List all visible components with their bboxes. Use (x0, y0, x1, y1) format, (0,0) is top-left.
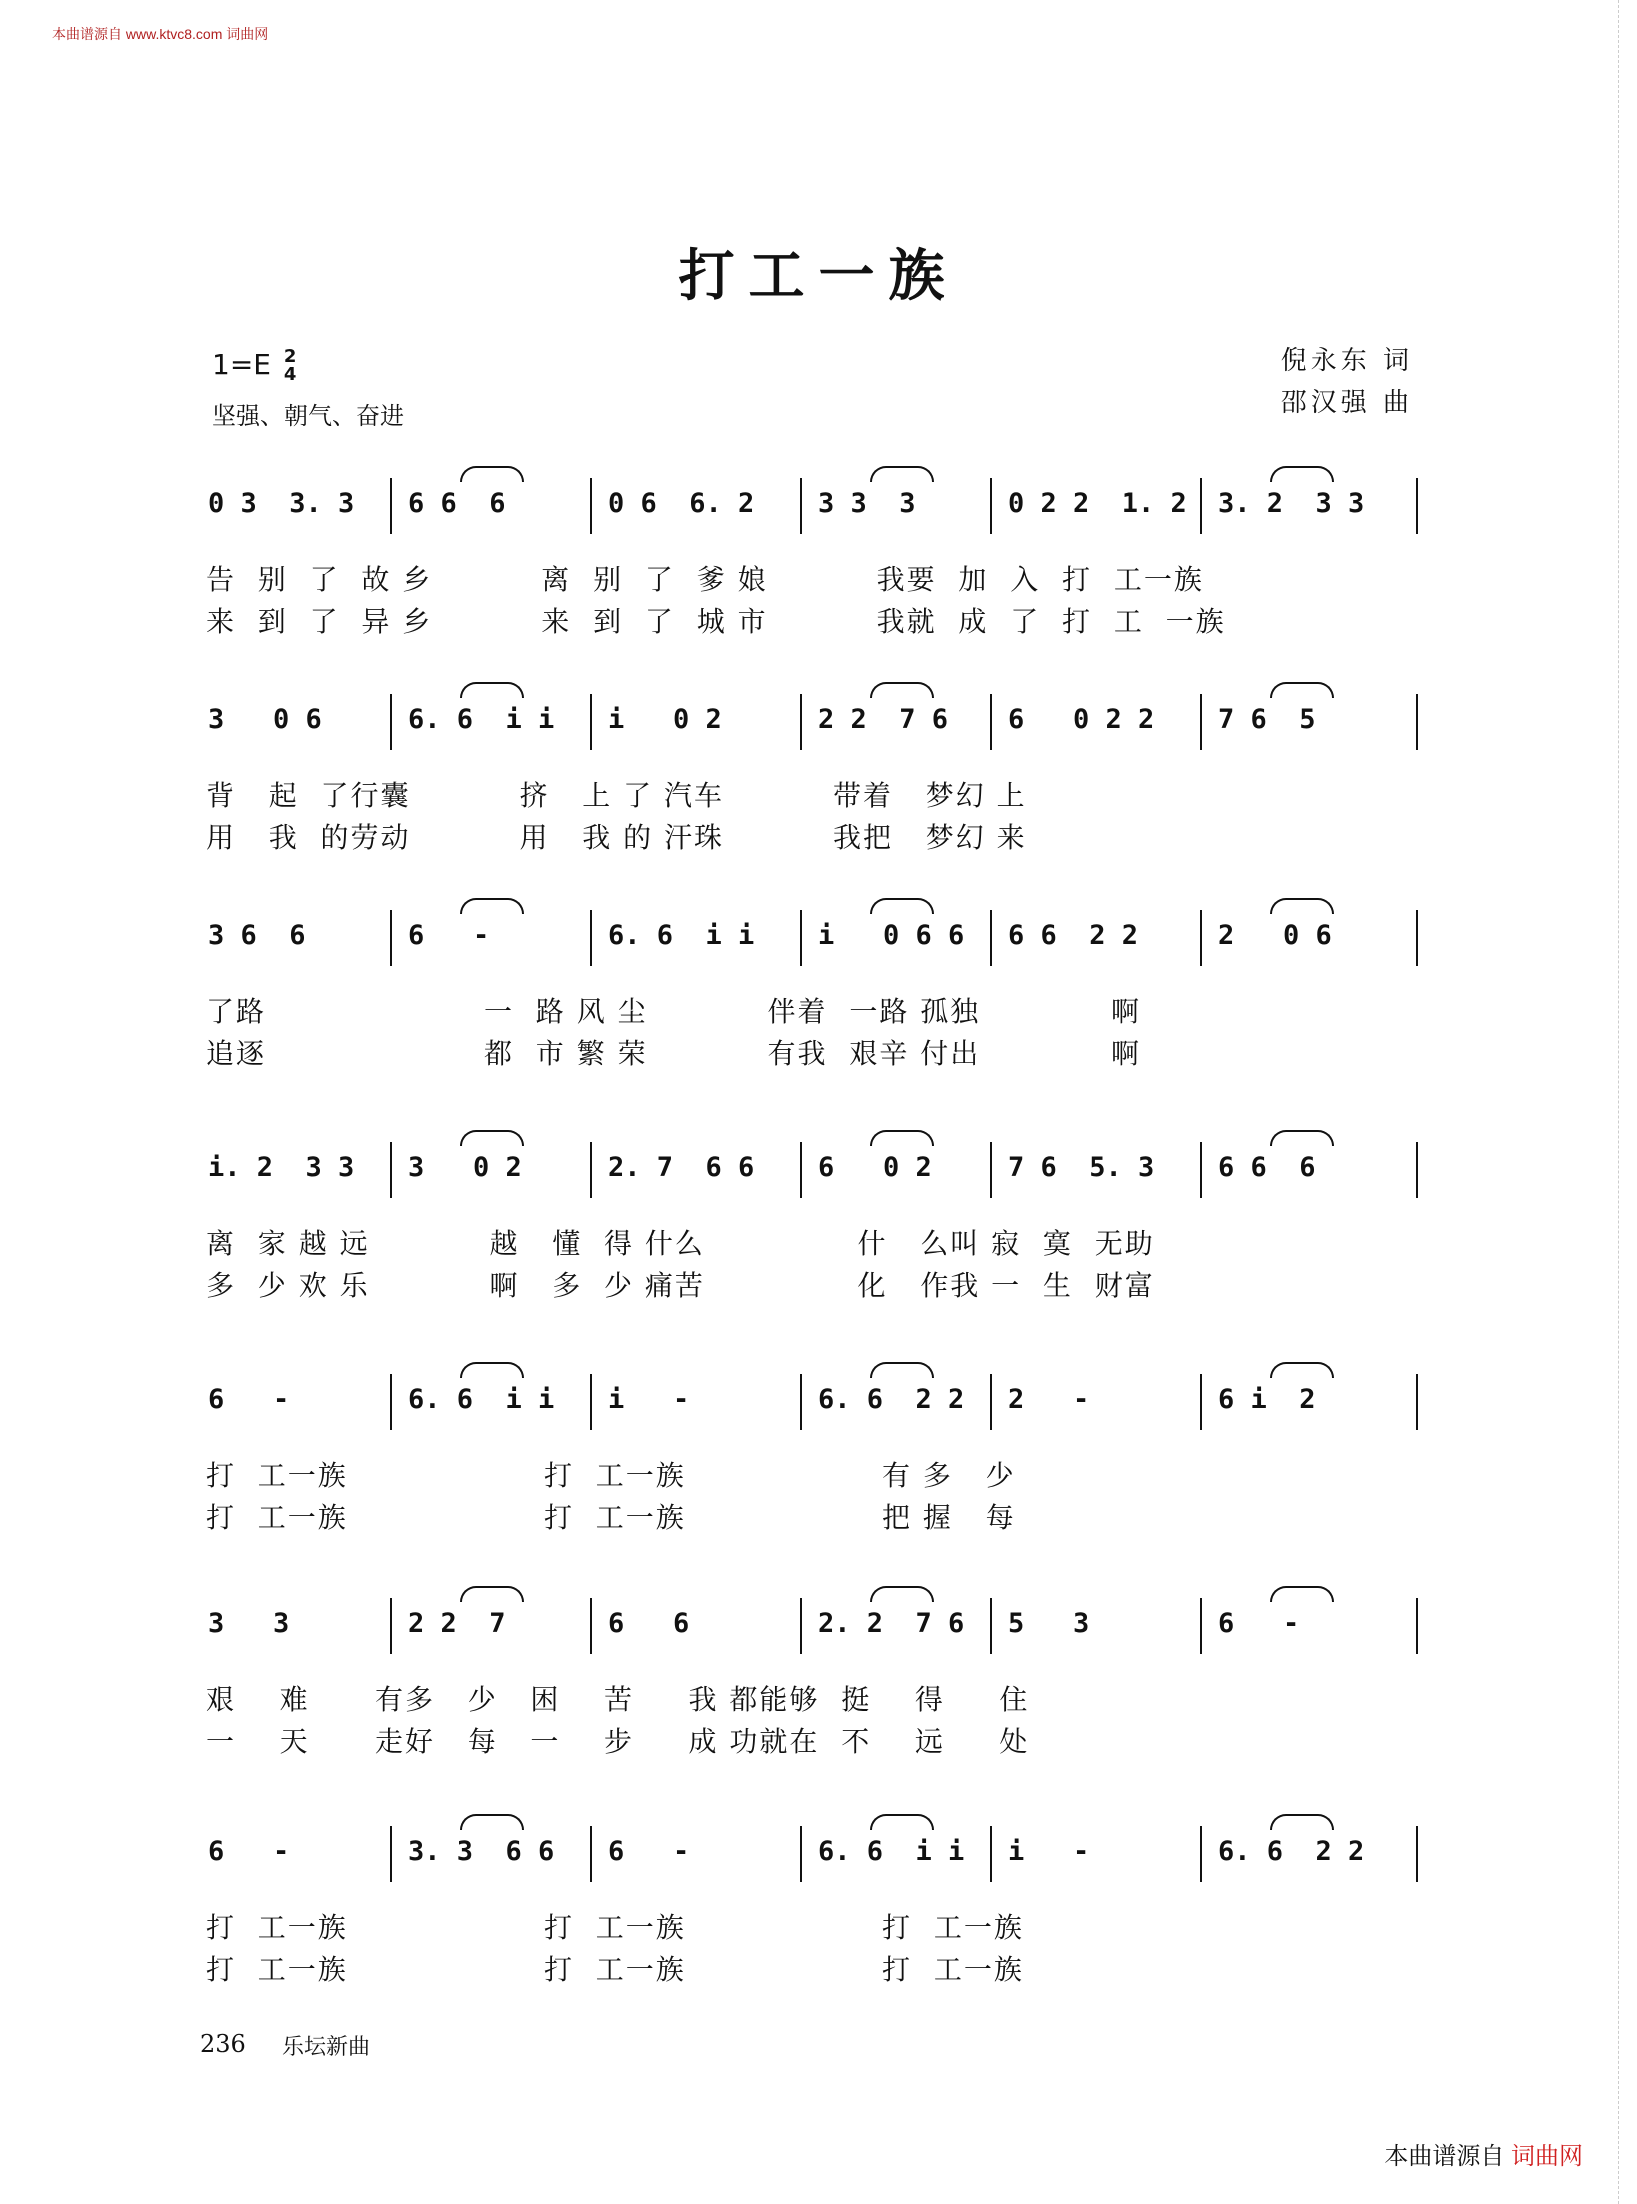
barline (390, 1142, 392, 1198)
tie-arc (1270, 1130, 1334, 1146)
tie-arc (1270, 682, 1334, 698)
barline (990, 478, 992, 534)
barline (800, 1826, 802, 1882)
song-title: 打工一族 (678, 243, 959, 309)
barline (590, 1826, 592, 1882)
measure-notes: 3 3 3 (818, 488, 916, 519)
barline (800, 1374, 802, 1430)
measure-notes: 6 6 6 (1218, 1152, 1316, 1183)
barline (590, 478, 592, 534)
lyrics-verse-2: 用 我 的劳动 用 我 的 汗珠 我把 梦幻 来 (206, 821, 1027, 854)
barline (1416, 1374, 1418, 1430)
measure-notes: 6. 6 i i (818, 1836, 965, 1867)
tie-arc (460, 1814, 524, 1830)
notation-line (200, 1366, 1420, 1436)
measure-notes: 6 6 (608, 1608, 690, 1639)
footer-source-text: 本曲谱源自 (1384, 2143, 1505, 2170)
tie-arc (460, 1130, 524, 1146)
measure-notes: 3. 3 6 6 (408, 1836, 555, 1867)
notation-line (200, 686, 1420, 756)
tie-arc (870, 1814, 934, 1830)
measure-notes: 3 0 6 (208, 704, 322, 735)
lyrics-verse-1: 打 工一族 打 工一族 打 工一族 (206, 1911, 1024, 1944)
measure-notes: 6 0 2 (818, 1152, 932, 1183)
measure-notes: 0 2 2 1. 2 (1008, 488, 1187, 519)
lyrics-verse-2: 多 少 欢 乐 啊 多 少 痛苦 化 作我 一 生 财富 (206, 1269, 1155, 1302)
tie-arc (1270, 466, 1334, 482)
measure-notes: 6. 6 i i (608, 920, 755, 951)
page-number: 236 (200, 2030, 246, 2058)
barline (990, 1142, 992, 1198)
barline (390, 478, 392, 534)
measure-notes: 6. 6 2 2 (1218, 1836, 1365, 1867)
lyrics-verse-1: 背 起 了行囊 挤 上 了 汽车 带着 梦幻 上 (206, 779, 1027, 812)
measure-notes: 5 3 (1008, 1608, 1090, 1639)
tie-arc (1270, 1814, 1334, 1830)
barline (390, 694, 392, 750)
measure-notes: 2 - (1008, 1384, 1090, 1415)
barline (1200, 1826, 1202, 1882)
key-label: 1=E (212, 348, 271, 381)
barline (390, 1374, 392, 1430)
barline (1416, 1598, 1418, 1654)
measure-notes: i - (608, 1384, 690, 1415)
measure-notes: 3. 2 3 3 (1218, 488, 1365, 519)
barline (1416, 1826, 1418, 1882)
composer-credit: 邵汉强 曲 (1280, 388, 1413, 418)
barline (800, 1142, 802, 1198)
measure-notes: 6. 6 i i (408, 1384, 555, 1415)
measure-notes: 7 6 5. 3 (1008, 1152, 1155, 1183)
tie-arc (460, 1362, 524, 1378)
measure-notes: 6 0 2 2 (1008, 704, 1155, 735)
measure-notes: 3 3 (208, 1608, 290, 1639)
barline (1200, 1598, 1202, 1654)
barline (590, 1598, 592, 1654)
measure-notes: i - (1008, 1836, 1090, 1867)
barline (1416, 478, 1418, 534)
tempo-mood: 坚强、朝气、奋进 (212, 402, 404, 430)
lyrics-verse-2: 来 到 了 异 乡 来 到 了 城 市 我就 成 了 打 工 一族 (206, 605, 1226, 638)
lyrics-verse-2: 打 工一族 打 工一族 把 握 每 (206, 1501, 1016, 1534)
publication-name: 乐坛新曲 (282, 2034, 371, 2059)
lyrics-verse-2: 一 天 走好 每 一 步 成 功就在 不 远 处 (206, 1725, 1030, 1758)
barline (1200, 478, 1202, 534)
barline (1200, 694, 1202, 750)
measure-notes: 6 - (408, 920, 490, 951)
measure-notes: 0 6 6. 2 (608, 488, 755, 519)
measure-notes: 6 i 2 (1218, 1384, 1316, 1415)
measure-notes: i 0 6 6 (818, 920, 965, 951)
source-header: 本曲谱源自 www.ktvc8.com 词曲网 (52, 26, 269, 42)
measure-notes: 6 6 2 2 (1008, 920, 1139, 951)
footer-source-site: 词曲网 (1511, 2143, 1583, 2170)
barline (590, 1374, 592, 1430)
notation-line (200, 1818, 1420, 1888)
measure-notes: 6. 6 2 2 (818, 1384, 965, 1415)
measure-notes: 6 - (608, 1836, 690, 1867)
side-watermark-strip (1618, 0, 1637, 2204)
barline (390, 910, 392, 966)
lyrics-verse-2: 追逐 都 市 繁 荣 有我 艰辛 付出 啊 (206, 1037, 1142, 1070)
measure-notes: 3 0 2 (408, 1152, 522, 1183)
lyrics-verse-2: 打 工一族 打 工一族 打 工一族 (206, 1953, 1024, 1986)
barline (590, 1142, 592, 1198)
tie-arc (870, 898, 934, 914)
barline (800, 694, 802, 750)
time-top: 2 (283, 346, 297, 367)
tie-arc (870, 1130, 934, 1146)
notation-line (200, 470, 1420, 540)
measure-notes: 2 2 7 (408, 1608, 506, 1639)
tie-arc (870, 466, 934, 482)
barline (390, 1598, 392, 1654)
footer-source (1384, 2136, 1583, 2171)
lyrics-verse-1: 告 别 了 故 乡 离 别 了 爹 娘 我要 加 入 打 工一族 (206, 563, 1204, 596)
barline (800, 478, 802, 534)
measure-notes: 2 2 7 6 (818, 704, 949, 735)
tie-arc (460, 682, 524, 698)
lyrics-verse-1: 艰 难 有多 少 困 苦 我 都能够 挺 得 住 (206, 1683, 1030, 1716)
barline (1416, 910, 1418, 966)
notation-line (200, 1590, 1420, 1660)
key-signature (212, 348, 296, 384)
tie-arc (870, 1586, 934, 1602)
barline (1200, 910, 1202, 966)
tie-arc (1270, 1362, 1334, 1378)
barline (1416, 1142, 1418, 1198)
barline (990, 694, 992, 750)
measure-notes: 6 - (208, 1836, 290, 1867)
tie-arc (1270, 898, 1334, 914)
barline (800, 910, 802, 966)
measure-notes: 3 6 6 (208, 920, 306, 951)
measure-notes: 6 6 6 (408, 488, 506, 519)
barline (1200, 1142, 1202, 1198)
measure-notes: i. 2 3 3 (208, 1152, 355, 1183)
lyricist-credit: 倪永东 词 (1280, 346, 1413, 376)
tie-arc (870, 682, 934, 698)
measure-notes: 6 - (1218, 1608, 1300, 1639)
time-bottom: 4 (283, 364, 297, 385)
measure-notes: 7 6 5 (1218, 704, 1316, 735)
notation-line (200, 1134, 1420, 1204)
barline (800, 1598, 802, 1654)
barline (1200, 1374, 1202, 1430)
barline (590, 694, 592, 750)
barline (1416, 694, 1418, 750)
tie-arc (460, 898, 524, 914)
tie-arc (1270, 1586, 1334, 1602)
measure-notes: 6. 6 i i (408, 704, 555, 735)
notation-line (200, 902, 1420, 972)
barline (390, 1826, 392, 1882)
barline (990, 1598, 992, 1654)
measure-notes: 2. 2 7 6 (818, 1608, 965, 1639)
tie-arc (460, 1586, 524, 1602)
barline (590, 910, 592, 966)
measure-notes: 6 - (208, 1384, 290, 1415)
lyrics-verse-1: 了路 一 路 风 尘 伴着 一路 孤独 啊 (206, 995, 1142, 1028)
barline (990, 1826, 992, 1882)
time-signature (284, 348, 297, 384)
tie-arc (460, 466, 524, 482)
barline (990, 910, 992, 966)
measure-notes: 2 0 6 (1218, 920, 1332, 951)
measure-notes: i 0 2 (608, 704, 722, 735)
tie-arc (870, 1362, 934, 1378)
lyrics-verse-1: 打 工一族 打 工一族 有 多 少 (206, 1459, 1016, 1492)
barline (990, 1374, 992, 1430)
measure-notes: 0 3 3. 3 (208, 488, 355, 519)
measure-notes: 2. 7 6 6 (608, 1152, 755, 1183)
lyrics-verse-1: 离 家 越 远 越 懂 得 什么 什 么叫 寂 寞 无助 (206, 1227, 1155, 1260)
